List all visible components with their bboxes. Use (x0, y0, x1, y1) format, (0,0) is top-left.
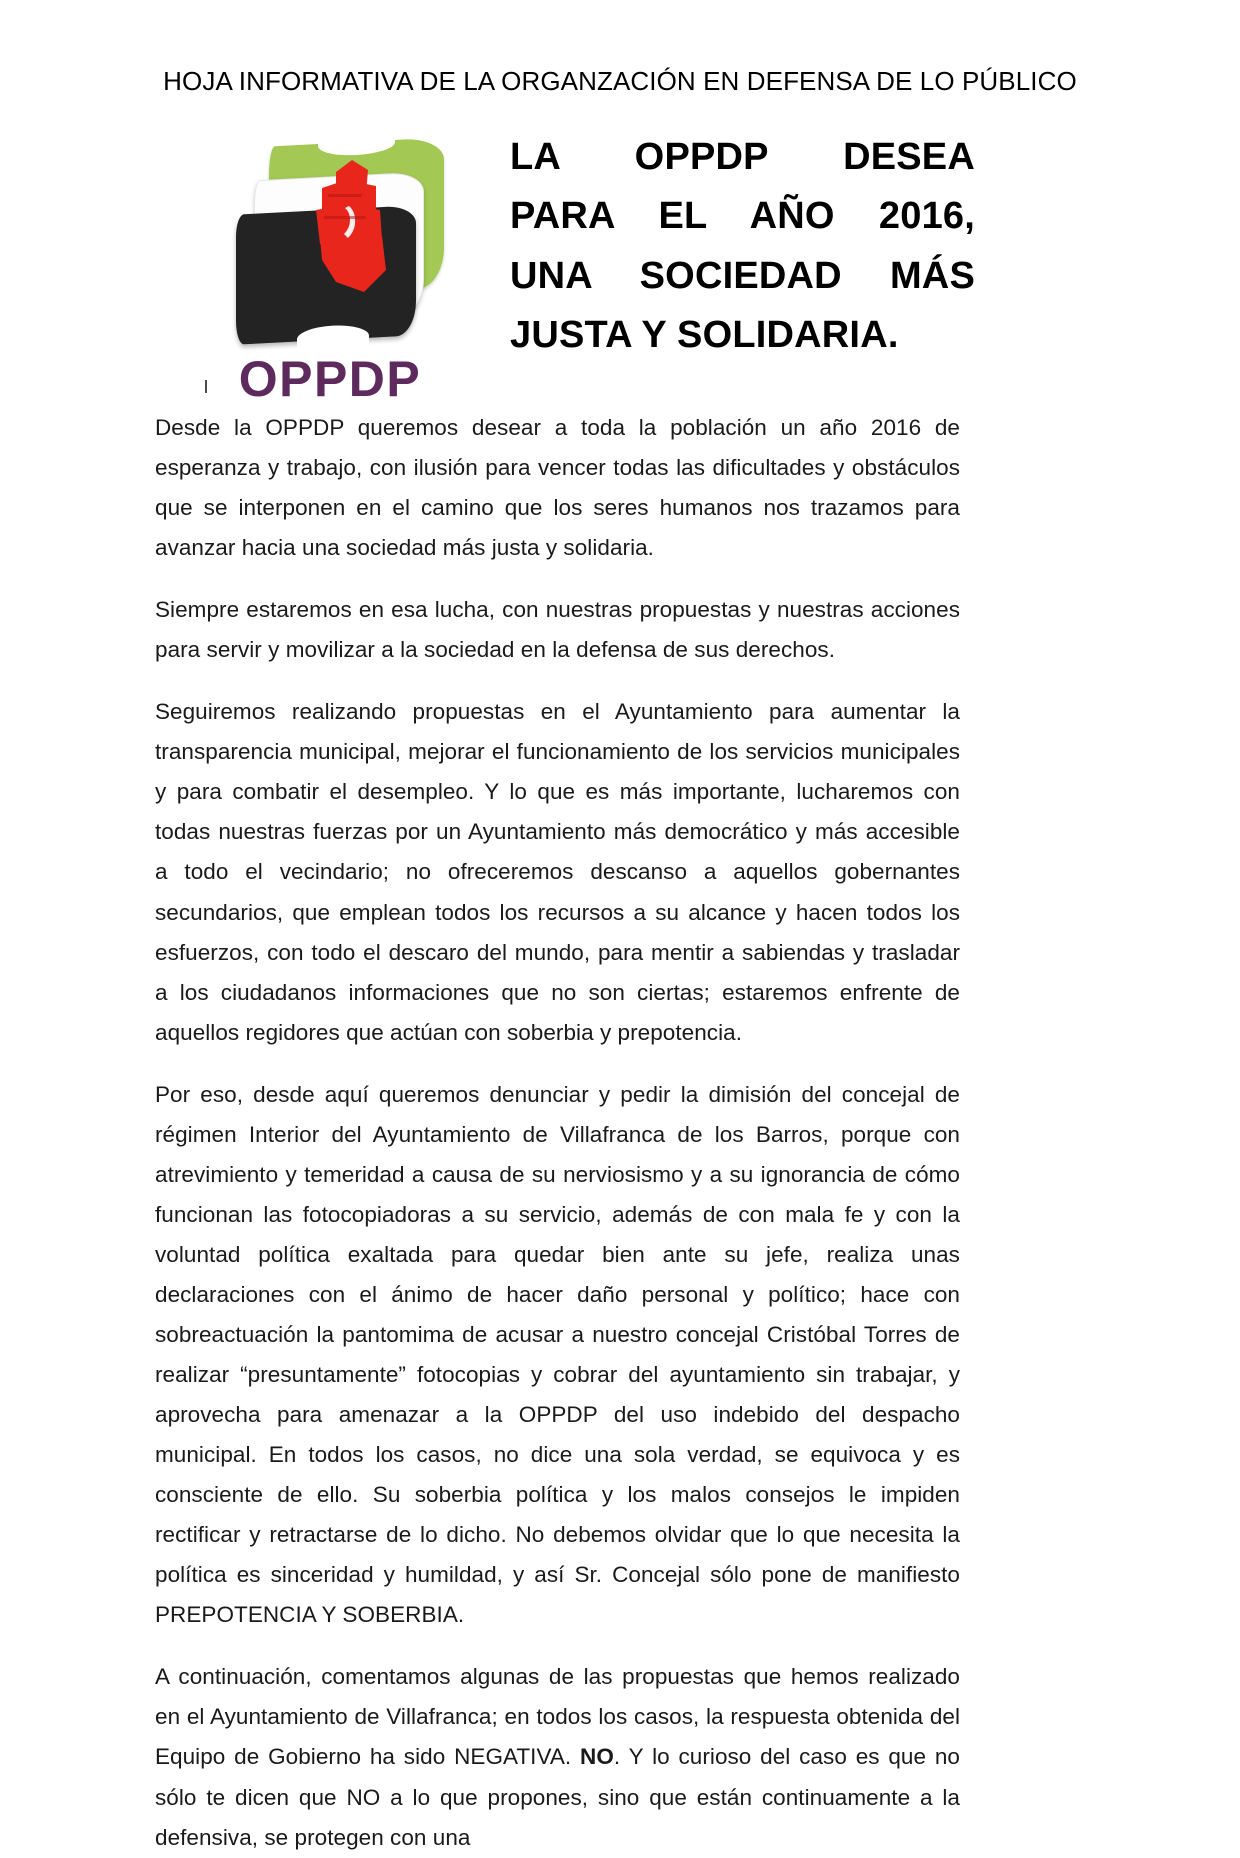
paragraph-5-emphasis-no: NO (580, 1744, 614, 1770)
oppdp-wordmark: OPPDP (238, 351, 422, 407)
page-title (510, 128, 975, 365)
oppdp-logo (200, 132, 460, 407)
paragraph-2: Siempre estaremos en esa lucha, con nuestras propuestas y nuestras acciones para servir y movilizar a la sociedad en la defensa de sus derechos. (155, 597, 960, 663)
paragraph-3: Seguiremos realizando propuestas en el Ayuntamiento para aumentar la transparencia municipal, mejorar el funcionamiento de los servicios municipales y para combatir el desempleo. Y lo que es más importante, lucharemos con todas nuestras fuerzas por un Ayuntamiento más democrático y más accesible a todo el vecindario; no ofreceremos descanso a aquellos gobernantes secundarios, que emplean todos los recursos a su alcance y hacen todos los esfuerzos, con todo el descaro del mundo, para mentir a sabiendas y trasladar a los ciudadanos informaciones que no son ciertas; estaremos enfrente de aquellos regidores que actúan con soberbia y prepotencia. (155, 699, 960, 1045)
document-header-title: HOJA INFORMATIVA DE LA ORGANZACIÓN EN DEFENSA DE LO PÚBLICO (163, 66, 1077, 96)
raised-fist-icon (306, 154, 392, 294)
headline-line-4: JUSTA Y SOLIDARIA. (510, 313, 899, 356)
logo-tick-mark (205, 380, 207, 393)
oppdp-flag-fist-icon (214, 132, 444, 347)
headline-line-2: PARA EL AÑO 2016, (510, 195, 975, 238)
headline-line-3: UNA SOCIEDAD MÁS (510, 254, 975, 297)
paragraph-4: Por eso, desde aquí queremos denunciar y pedir la dimisión del concejal de régimen Interior del Ayuntamiento de Villafranca de los Barros, porque con atrevimiento y temeridad a causa de su nerviosismo y a su ignorancia de cómo funcionan las fotocopiadoras a su servicio, además de con mala fe y con la voluntad política exaltada para quedar bien ante su jefe, realiza unas declaraciones con el ánimo de hacer daño personal y político; hace con sobreactuación la pantomima de acusar a nuestro concejal Cristóbal Torres de realizar “presuntamente” fotocopias y cobrar del ayuntamiento sin trabajar, y aprovecha para amenazar a la OPPDP del uso indebido del despacho municipal. En todos los casos, no dice una sola verdad, se equivoca y es consciente de ello. Su soberbia política y los malos consejos le impiden rectificar y retractarse de lo dicho. No debemos olvidar que lo que necesita la política es sinceridad y humildad, y así Sr. Concejal sólo pone de manifiesto PREPOTENCIA Y SOBERBIA. (155, 1081, 960, 1628)
document-body (155, 408, 960, 1858)
headline-line-1: LA OPPDP DESEA (510, 136, 975, 178)
paragraph-5-part-2: . Y lo curioso del caso es que no sólo te dicen que NO a lo que propones, sino que están continuamente a la defensiva, se protegen con una (155, 1744, 960, 1850)
masthead (155, 120, 975, 410)
paragraph-1: Desde la OPPDP queremos desear a toda la población un año 2016 de esperanza y trabajo, con ilusión para vencer todas las dificultades y obstáculos que se interponen en el camino que los seres humanos nos trazamos para avanzar hacia una sociedad más justa y solidaria. (155, 415, 960, 561)
paragraph-5 (155, 1657, 960, 1857)
paragraph-5-part-1: A continuación, comentamos algunas de las propuestas que hemos realizado en el Ayuntamiento de Villafranca; en todos los casos, la respuesta obtenida del Equipo de Gobierno ha sido NEGATIVA. (155, 1664, 960, 1770)
